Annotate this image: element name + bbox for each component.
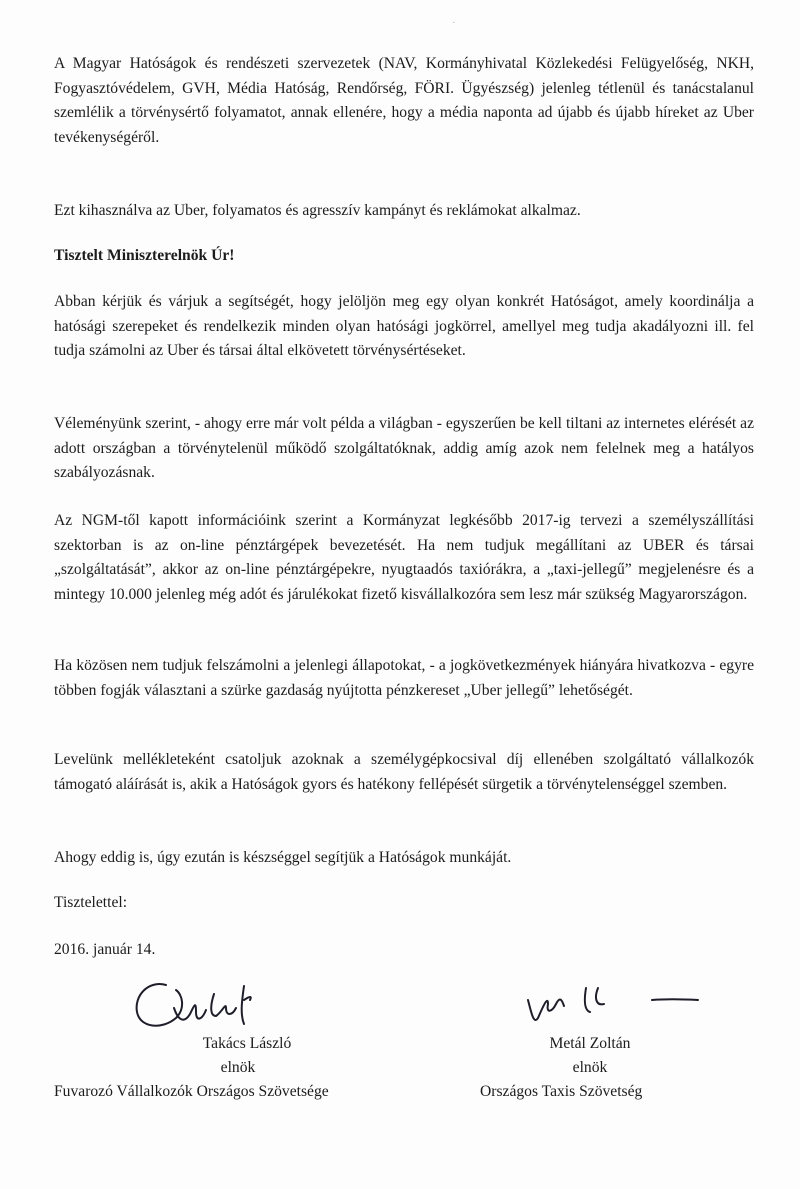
signatory-organization: Fuvarozó Vállalkozók Országos Szövetsége [54, 1083, 329, 1100]
paragraph-uber-campaign: Ezt kihasználva az Uber, folyamatos és agresszív kampányt és reklámokat alkalmaz. [54, 202, 581, 219]
closing-greeting: Tisztelettel: [54, 894, 128, 911]
signatory-name: Metál Zoltán [549, 1035, 631, 1052]
signatory-title: elnök [572, 1059, 608, 1076]
paragraph-ngm: Az NGM-től kapott információink szerint a Kormányzat legkésőbb 2017-ig tervezi a személyszállítási szektorban is az on-line pénztárgépek bevezetését. Ha nem tudjuk megállítani az UBER és társai „szolgáltatását”, akkor az on-line pénztárgépekre, nyugtaadós taxiórákra, a „taxi-jellegű” megjelenésre és a mintegy 10.000 jelenleg még adót és járulékokat fizető kisvállalkozóra sem lesz már szükség Magyarországon. [54, 512, 754, 603]
signatory-left [96, 1032, 340, 1080]
letter-date: 2016. január 14. [54, 941, 156, 958]
salutation: Tisztelt Miniszterelnök Úr! [54, 247, 235, 264]
scan-speck: · [452, 17, 456, 29]
paragraph-grey-economy: Ha közösen nem tudjuk felszámolni a jelenlegi állapotokat, - a jogkövetkezmények hiányára hivatkozva - egyre többen fogják választani a szürke gazdaság nyújtotta pénzkereset „Uber jellegű” lehetőségét. [54, 657, 754, 699]
signatory-right [480, 1032, 700, 1080]
paragraph-authorities: A Magyar Hatóságok és rendészeti szervezetek (NAV, Kormányhivatal Közlekedési Felügyelőség, NKH, Fogyasztóvédelem, GVH, Média Hatóság, Rendőrség, FÖRI. Ügyészség) jelenleg tétlenül és tanácstalanul szemlélik a törvénysértő folyamatot, annak ellenére, hogy a média naponta ad újabb és újabb híreket az Uber tevékenységéről. [54, 55, 754, 146]
paragraph-closing-note: Ahogy eddig is, úgy ezután is készséggel segítjük a Hatóságok munkáját. [54, 849, 512, 866]
paragraph-attachment: Levelünk mellékleteként csatoljuk azoknak a személygépkocsival díj ellenében szolgáltató vállalkozók támogató aláírását is, akik a Hatóságok gyors és hatékony fellépését sürgetik a törvénytelenséggel szemben. [54, 751, 754, 793]
paragraph-opinion: Véleményünk szerint, - ahogy erre már volt példa a világban - egyszerűen be kell tiltani az internetes elérését az adott országban a törvénytelenül működő szolgáltatóknak, addig amíg azok nem felelnek meg a hatályos szabályozásnak. [54, 415, 754, 482]
signatory-title: elnök [220, 1059, 256, 1076]
paragraph-request: Abban kérjük és várjuk a segítségét, hogy jelöljön meg egy olyan konkrét Hatóságot, amely koordinálja a hatósági szerepeket és rendelkezik minden olyan hatósági jogkörrel, amellyel meg tudja akadályozni ill. fel tudja számolni az Uber és társai által elkövetett törvénysértéseket. [54, 293, 754, 360]
signatory-name: Takács László [202, 1035, 292, 1052]
signatory-organization: Országos Taxis Szövetség [480, 1083, 643, 1100]
